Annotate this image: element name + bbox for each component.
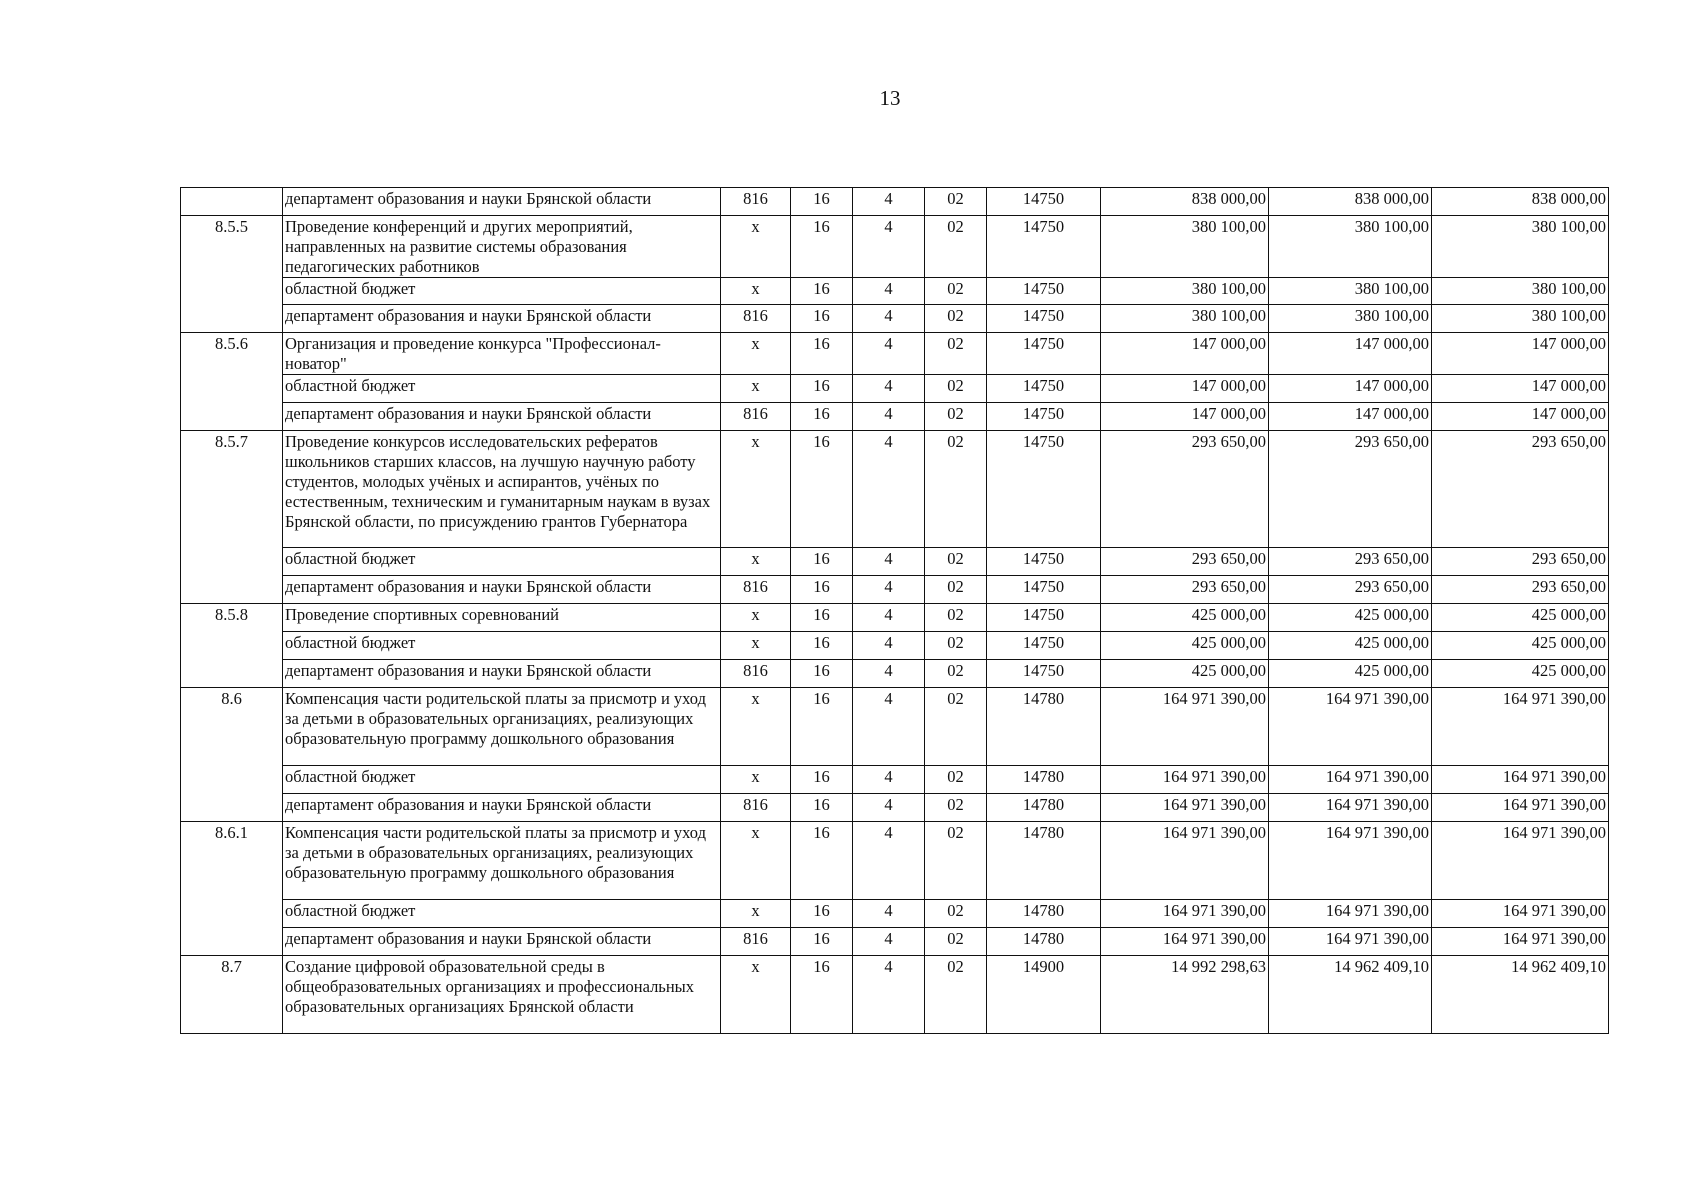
amount-v2: 164 971 390,00	[1269, 794, 1432, 822]
amount-v2: 147 000,00	[1269, 333, 1432, 375]
code-c2: 16	[791, 216, 853, 278]
code-c4: 02	[925, 822, 987, 900]
item-description: департамент образования и науки Брянской области	[283, 305, 721, 333]
item-description: департамент образования и науки Брянской области	[283, 403, 721, 431]
item-description: департамент образования и науки Брянской области	[283, 794, 721, 822]
code-c4: 02	[925, 576, 987, 604]
amount-v3: 164 971 390,00	[1432, 794, 1609, 822]
code-c2: 16	[791, 660, 853, 688]
amount-v2: 147 000,00	[1269, 375, 1432, 403]
amount-v3: 425 000,00	[1432, 660, 1609, 688]
code-c4: 02	[925, 660, 987, 688]
amount-v3: 425 000,00	[1432, 632, 1609, 660]
amount-v2: 147 000,00	[1269, 403, 1432, 431]
code-c4: 02	[925, 278, 987, 305]
amount-v1: 147 000,00	[1101, 333, 1269, 375]
item-description: областной бюджет	[283, 278, 721, 305]
amount-v2: 293 650,00	[1269, 576, 1432, 604]
amount-v1: 293 650,00	[1101, 576, 1269, 604]
item-description: областной бюджет	[283, 375, 721, 403]
code-c4: 02	[925, 375, 987, 403]
item-description: Компенсация части родительской платы за присмотр и уход за детьми в образовательных организациях, реализующих образовательную программу дошкольного образования	[283, 688, 721, 766]
code-c1: х	[721, 688, 791, 766]
code-c4: 02	[925, 403, 987, 431]
item-description: Проведение спортивных соревнований	[283, 604, 721, 632]
code-c1: х	[721, 766, 791, 794]
code-c2: 16	[791, 431, 853, 548]
code-c4: 02	[925, 766, 987, 794]
amount-v1: 164 971 390,00	[1101, 794, 1269, 822]
table-row	[181, 766, 1609, 794]
code-c2: 16	[791, 604, 853, 632]
code-c2: 16	[791, 928, 853, 956]
code-c4: 02	[925, 956, 987, 1034]
code-c1: 816	[721, 188, 791, 216]
code-c3: 4	[853, 822, 925, 900]
code-c5: 14750	[987, 278, 1101, 305]
item-description: областной бюджет	[283, 548, 721, 576]
code-c3: 4	[853, 604, 925, 632]
code-c5: 14750	[987, 431, 1101, 548]
amount-v1: 293 650,00	[1101, 431, 1269, 548]
table-row	[181, 822, 1609, 900]
code-c3: 4	[853, 766, 925, 794]
item-number: 8.6	[181, 688, 283, 822]
amount-v3: 164 971 390,00	[1432, 928, 1609, 956]
amount-v1: 380 100,00	[1101, 305, 1269, 333]
amount-v3: 147 000,00	[1432, 403, 1609, 431]
code-c3: 4	[853, 956, 925, 1034]
code-c2: 16	[791, 305, 853, 333]
code-c1: 816	[721, 403, 791, 431]
item-description: департамент образования и науки Брянской области	[283, 660, 721, 688]
code-c3: 4	[853, 794, 925, 822]
table-row	[181, 548, 1609, 576]
table-row	[181, 305, 1609, 333]
code-c2: 16	[791, 403, 853, 431]
item-description: Создание цифровой образовательной среды в общеобразовательных организациях и профессиональных образовательных организациях Брянской области	[283, 956, 721, 1034]
amount-v2: 14 962 409,10	[1269, 956, 1432, 1034]
code-c1: 816	[721, 660, 791, 688]
table-row	[181, 278, 1609, 305]
code-c1: х	[721, 548, 791, 576]
amount-v1: 14 992 298,63	[1101, 956, 1269, 1034]
amount-v3: 147 000,00	[1432, 333, 1609, 375]
code-c3: 4	[853, 576, 925, 604]
code-c3: 4	[853, 333, 925, 375]
code-c1: х	[721, 216, 791, 278]
table-row	[181, 794, 1609, 822]
amount-v3: 164 971 390,00	[1432, 900, 1609, 928]
code-c5: 14750	[987, 632, 1101, 660]
page-number: 13	[879, 86, 901, 110]
code-c5: 14750	[987, 604, 1101, 632]
code-c3: 4	[853, 216, 925, 278]
amount-v2: 164 971 390,00	[1269, 766, 1432, 794]
code-c4: 02	[925, 216, 987, 278]
code-c1: х	[721, 431, 791, 548]
amount-v3: 425 000,00	[1432, 604, 1609, 632]
code-c2: 16	[791, 794, 853, 822]
code-c1: 816	[721, 305, 791, 333]
code-c1: 816	[721, 928, 791, 956]
code-c3: 4	[853, 188, 925, 216]
budget-table	[180, 187, 1609, 1034]
code-c5: 14750	[987, 660, 1101, 688]
table-row	[181, 403, 1609, 431]
code-c5: 14900	[987, 956, 1101, 1034]
item-description: Компенсация части родительской платы за присмотр и уход за детьми в образовательных организациях, реализующих образовательную программу дошкольного образования	[283, 822, 721, 900]
code-c3: 4	[853, 431, 925, 548]
code-c5: 14750	[987, 375, 1101, 403]
code-c3: 4	[853, 928, 925, 956]
code-c3: 4	[853, 278, 925, 305]
code-c1: х	[721, 632, 791, 660]
amount-v2: 380 100,00	[1269, 278, 1432, 305]
item-number: 8.5.8	[181, 604, 283, 688]
code-c2: 16	[791, 576, 853, 604]
code-c1: х	[721, 278, 791, 305]
code-c2: 16	[791, 688, 853, 766]
code-c5: 14750	[987, 305, 1101, 333]
amount-v3: 838 000,00	[1432, 188, 1609, 216]
code-c3: 4	[853, 305, 925, 333]
code-c3: 4	[853, 375, 925, 403]
code-c1: х	[721, 956, 791, 1034]
table-body	[181, 188, 1609, 1034]
amount-v1: 147 000,00	[1101, 375, 1269, 403]
amount-v3: 380 100,00	[1432, 216, 1609, 278]
amount-v3: 380 100,00	[1432, 278, 1609, 305]
amount-v2: 380 100,00	[1269, 305, 1432, 333]
table-row	[181, 956, 1609, 1034]
amount-v2: 293 650,00	[1269, 548, 1432, 576]
table-row	[181, 431, 1609, 548]
code-c2: 16	[791, 956, 853, 1034]
amount-v3: 164 971 390,00	[1432, 822, 1609, 900]
table-row	[181, 604, 1609, 632]
amount-v3: 164 971 390,00	[1432, 688, 1609, 766]
amount-v2: 838 000,00	[1269, 188, 1432, 216]
code-c1: х	[721, 822, 791, 900]
code-c5: 14750	[987, 333, 1101, 375]
code-c4: 02	[925, 794, 987, 822]
code-c1: 816	[721, 794, 791, 822]
amount-v3: 147 000,00	[1432, 375, 1609, 403]
amount-v2: 380 100,00	[1269, 216, 1432, 278]
code-c4: 02	[925, 188, 987, 216]
code-c4: 02	[925, 688, 987, 766]
code-c5: 14750	[987, 188, 1101, 216]
code-c5: 14780	[987, 794, 1101, 822]
table-row	[181, 333, 1609, 375]
table-row	[181, 900, 1609, 928]
amount-v2: 164 971 390,00	[1269, 900, 1432, 928]
item-number: 8.7	[181, 956, 283, 1034]
table-row	[181, 216, 1609, 278]
amount-v1: 164 971 390,00	[1101, 688, 1269, 766]
amount-v2: 293 650,00	[1269, 431, 1432, 548]
code-c1: х	[721, 900, 791, 928]
item-number	[181, 188, 283, 216]
table-row	[181, 375, 1609, 403]
amount-v1: 838 000,00	[1101, 188, 1269, 216]
code-c4: 02	[925, 431, 987, 548]
amount-v3: 293 650,00	[1432, 431, 1609, 548]
amount-v3: 164 971 390,00	[1432, 766, 1609, 794]
table-row	[181, 928, 1609, 956]
amount-v3: 293 650,00	[1432, 548, 1609, 576]
code-c5: 14780	[987, 822, 1101, 900]
code-c2: 16	[791, 632, 853, 660]
item-description: Организация и проведение конкурса "Профессионал-новатор"	[283, 333, 721, 375]
code-c4: 02	[925, 305, 987, 333]
item-description: Проведение конференций и других мероприятий, направленных на развитие системы образования педагогических работников	[283, 216, 721, 278]
code-c5: 14750	[987, 216, 1101, 278]
amount-v1: 425 000,00	[1101, 660, 1269, 688]
amount-v1: 380 100,00	[1101, 278, 1269, 305]
code-c2: 16	[791, 278, 853, 305]
code-c2: 16	[791, 188, 853, 216]
amount-v1: 164 971 390,00	[1101, 900, 1269, 928]
amount-v3: 14 962 409,10	[1432, 956, 1609, 1034]
code-c1: х	[721, 333, 791, 375]
code-c5: 14750	[987, 403, 1101, 431]
code-c4: 02	[925, 333, 987, 375]
amount-v1: 380 100,00	[1101, 216, 1269, 278]
amount-v1: 164 971 390,00	[1101, 822, 1269, 900]
code-c3: 4	[853, 900, 925, 928]
table-row	[181, 688, 1609, 766]
code-c5: 14750	[987, 548, 1101, 576]
code-c4: 02	[925, 548, 987, 576]
code-c4: 02	[925, 604, 987, 632]
item-description: Проведение конкурсов исследовательских рефератов школьников старших классов, на лучшую научную работу студентов, молодых учёных и аспирантов, учёных по естественным, техническим и гуманитарным наукам в вузах Брянской области, по присуждению грантов Губернатора	[283, 431, 721, 548]
item-description: департамент образования и науки Брянской области	[283, 188, 721, 216]
code-c4: 02	[925, 900, 987, 928]
code-c5: 14780	[987, 688, 1101, 766]
amount-v1: 293 650,00	[1101, 548, 1269, 576]
code-c3: 4	[853, 688, 925, 766]
amount-v1: 164 971 390,00	[1101, 766, 1269, 794]
table-row	[181, 188, 1609, 216]
code-c4: 02	[925, 928, 987, 956]
amount-v1: 164 971 390,00	[1101, 928, 1269, 956]
amount-v1: 425 000,00	[1101, 604, 1269, 632]
code-c2: 16	[791, 333, 853, 375]
code-c3: 4	[853, 660, 925, 688]
code-c5: 14750	[987, 576, 1101, 604]
amount-v1: 425 000,00	[1101, 632, 1269, 660]
code-c2: 16	[791, 548, 853, 576]
code-c2: 16	[791, 822, 853, 900]
code-c2: 16	[791, 766, 853, 794]
item-description: департамент образования и науки Брянской области	[283, 576, 721, 604]
code-c5: 14780	[987, 766, 1101, 794]
amount-v1: 147 000,00	[1101, 403, 1269, 431]
code-c4: 02	[925, 632, 987, 660]
code-c2: 16	[791, 900, 853, 928]
table-row	[181, 576, 1609, 604]
item-number: 8.6.1	[181, 822, 283, 956]
code-c1: х	[721, 375, 791, 403]
amount-v2: 425 000,00	[1269, 632, 1432, 660]
item-description: департамент образования и науки Брянской области	[283, 928, 721, 956]
item-description: областной бюджет	[283, 900, 721, 928]
item-description: областной бюджет	[283, 632, 721, 660]
table-row	[181, 632, 1609, 660]
table-row	[181, 660, 1609, 688]
code-c3: 4	[853, 403, 925, 431]
code-c1: 816	[721, 576, 791, 604]
amount-v2: 164 971 390,00	[1269, 928, 1432, 956]
amount-v2: 425 000,00	[1269, 660, 1432, 688]
amount-v2: 425 000,00	[1269, 604, 1432, 632]
item-number: 8.5.5	[181, 216, 283, 333]
amount-v2: 164 971 390,00	[1269, 822, 1432, 900]
code-c5: 14780	[987, 900, 1101, 928]
code-c5: 14780	[987, 928, 1101, 956]
code-c2: 16	[791, 375, 853, 403]
item-description: областной бюджет	[283, 766, 721, 794]
item-number: 8.5.6	[181, 333, 283, 431]
amount-v3: 293 650,00	[1432, 576, 1609, 604]
item-number: 8.5.7	[181, 431, 283, 604]
amount-v2: 164 971 390,00	[1269, 688, 1432, 766]
code-c1: х	[721, 604, 791, 632]
code-c3: 4	[853, 548, 925, 576]
code-c3: 4	[853, 632, 925, 660]
amount-v3: 380 100,00	[1432, 305, 1609, 333]
